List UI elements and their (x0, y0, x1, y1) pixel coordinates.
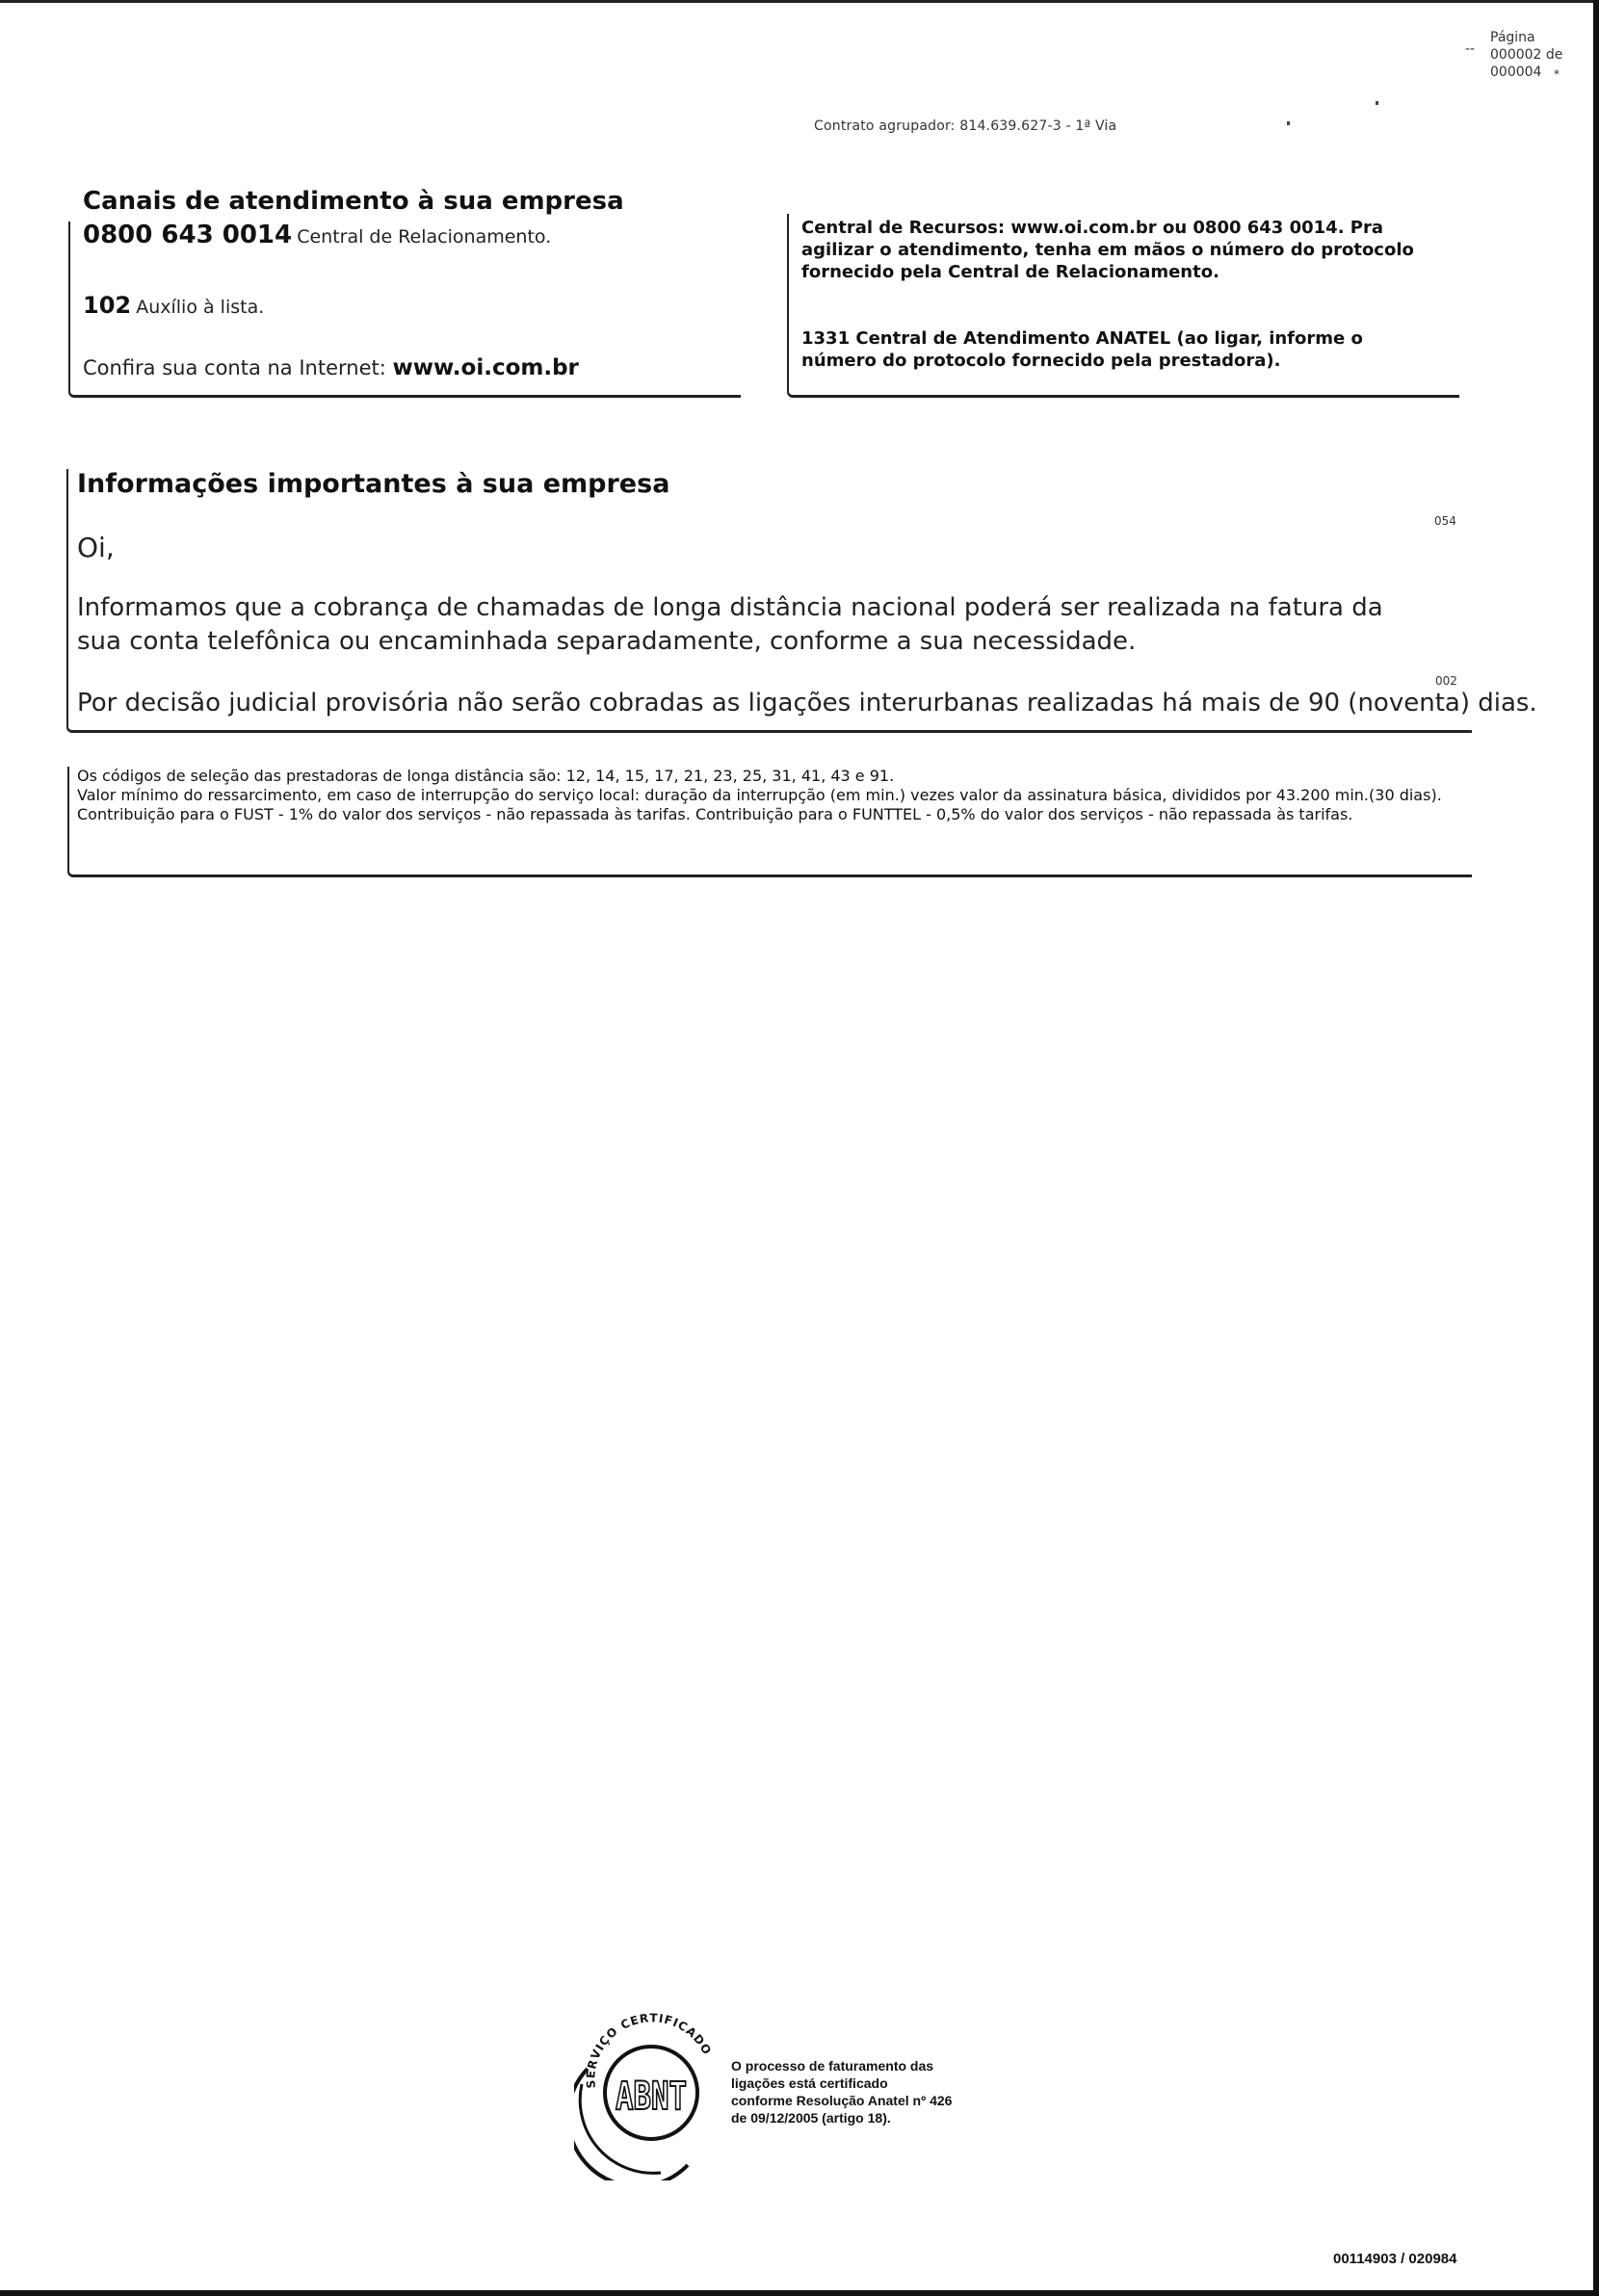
anatel-text: 1331 Central de Atendimento ANATEL (ao ligar, informe o número do protocolo fornecido pela prestadora). (801, 328, 1363, 371)
page-bottom-edge (0, 2290, 1599, 2296)
info-paragraph-2: Por decisão judicial provisória não serão cobradas as ligações interurbanas realizadas há mais de 90 (noventa) dias. (77, 689, 1537, 718)
notes-block (77, 767, 1522, 824)
footer-code: 00114903 / 020984 (1333, 2251, 1457, 2267)
info-title: Informações importantes à sua empresa (77, 469, 670, 499)
recursos-text: Central de Recursos: www.oi.com.br ou 0800 643 0014. Pra agilizar o atendimento, tenha em mãos o número do protocolo fornecido pela Central de Relacionamento. (801, 218, 1414, 282)
info-greeting: Oi, (77, 532, 115, 563)
page-top-edge (0, 0, 1599, 3)
seal-ring-text: SERVIÇO CERTIFICADO (584, 2011, 715, 2089)
phone-desc: Central de Relacionamento. (297, 226, 552, 248)
page-dash: -- (1465, 41, 1476, 57)
seal-logo-text: ABNT (616, 2074, 687, 2119)
page-right-edge (1593, 0, 1599, 2296)
page-current: 000002 de (1490, 47, 1563, 63)
internet-url[interactable]: www.oi.com.br (392, 355, 579, 380)
info-code-2: 002 (1435, 674, 1457, 688)
page-total: 000004 (1490, 65, 1542, 80)
internet-line (83, 355, 579, 380)
list-desc: Auxílio à lista. (136, 297, 265, 318)
internet-label: Confira sua conta na Internet: (83, 356, 386, 379)
scan-speck (1376, 101, 1378, 105)
canais-title: Canais de atendimento à sua empresa (83, 187, 624, 216)
contract-line: Contrato agrupador: 814.639.627-3 - 1ª Via (814, 118, 1117, 134)
page-label: Página (1490, 30, 1535, 45)
seal-description: O processo de faturamento das ligações está certificado conforme Resolução Anatel nº 426 de 09/12/2005 (artigo 18). (731, 2058, 953, 2126)
phone-line (83, 221, 551, 249)
scan-speck (1287, 121, 1290, 125)
info-code-1: 054 (1434, 514, 1456, 528)
notes-line-3: Contribuição para o FUST - 1% do valor dos serviços - não repassada às tarifas. Contribuição para o FUNTTEL - 0,5% do valor dos serviços - não repassada às tarifas. (77, 805, 1353, 823)
abnt-seal-icon (574, 2001, 719, 2180)
list-number: 102 (83, 292, 132, 319)
page-mark: * (1554, 67, 1560, 81)
notes-line-2: Valor mínimo do ressarcimento, em caso de interrupção do serviço local: duração da interrupção (em min.) vezes valor da assinatura básica, divididos por 43.200 min.(30 dias). (77, 786, 1442, 804)
phone-number: 0800 643 0014 (83, 221, 293, 249)
notes-line-1: Os códigos de seleção das prestadoras de longa distância são: 12, 14, 15, 17, 21, 23, 25, 31, 41, 43 e 91. (77, 767, 895, 785)
page-number-block (1465, 29, 1563, 81)
info-paragraph-1: Informamos que a cobrança de chamadas de longa distância nacional poderá ser realizada na fatura da sua conta telefônica ou encaminhada separadamente, conforme a sua necessidade. (77, 593, 1383, 656)
list-line (83, 292, 264, 319)
